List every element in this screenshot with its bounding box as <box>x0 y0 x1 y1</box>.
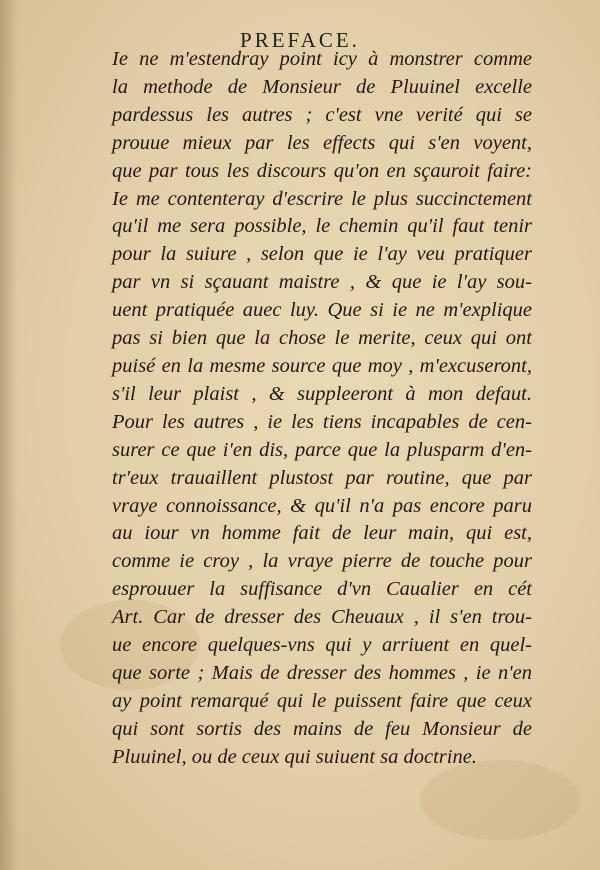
page-heading: PREFACE. <box>240 28 360 52</box>
text-line: Pluuinel, ou de ceux qui suiuent sa doctrine. <box>112 745 477 768</box>
text-line: qui sont sortis des mains de feu Monsieur de <box>112 717 532 740</box>
text-line: que sorte ; Mais de dresser des hommes , ie n'en <box>112 661 532 684</box>
preface-text <box>112 46 532 772</box>
text-line: Art. Car de dresser des Cheuaux , il s'en trou- <box>112 606 532 629</box>
text-line: Ie me contenteray d'escrire le plus succinctement <box>112 187 532 210</box>
text-line: uent pratiquée auec luy. Que si ie ne m'explique <box>112 299 532 322</box>
text-line: au iour vn homme fait de leur main, qui est, <box>112 522 532 545</box>
text-line: pour la suiure , selon que ie l'ay veu pratiquer <box>112 243 532 266</box>
text-line: vraye connoissance, & qu'il n'a pas encore paru <box>112 494 532 517</box>
text-line: la methode de Monsieur de Pluuinel excelle <box>112 75 532 98</box>
text-line: Pour les autres , ie les tiens incapables de cen- <box>112 410 532 433</box>
text-line: que par tous les discours qu'on en sçauroit faire: <box>112 159 532 182</box>
text-line: par vn si sçauant maistre , & que ie l'ay sou- <box>112 271 532 294</box>
text-line: comme ie croy , la vraye pierre de touche pour <box>112 550 532 573</box>
text-line: tr'eux trauaillent plustost par routine, que par <box>112 466 532 489</box>
text-line: puisé en la mesme source que moy , m'excuseront, <box>112 354 532 377</box>
text-line: esprouuer la suffisance d'vn Caualier en cét <box>112 578 532 601</box>
text-line: ay point remarqué qui le puissent faire que ceux <box>112 689 532 712</box>
text-line: pardessus les autres ; c'est vne verité qui se <box>112 103 532 126</box>
text-line: surer ce que i'en dis, parce que la plusparт d'en- <box>112 438 532 461</box>
text-line: ue encore quelques-vns qui y arriuent en quel- <box>112 634 532 657</box>
text-line: Ie ne m'estendray point icy à monstrer comme <box>112 48 532 70</box>
paper-stain <box>420 760 580 840</box>
text-line: prouue mieux par les effects qui s'en voyent, <box>112 131 532 154</box>
text-line: pas si bien que la chose le merite, ceux qui ont <box>112 327 532 350</box>
text-line: s'il leur plaist , & suppleeront à mon defaut. <box>112 382 532 405</box>
page-edge-shadow <box>0 0 18 870</box>
text-line: qu'il me sera possible, le chemin qu'il faut tenir <box>112 215 532 238</box>
